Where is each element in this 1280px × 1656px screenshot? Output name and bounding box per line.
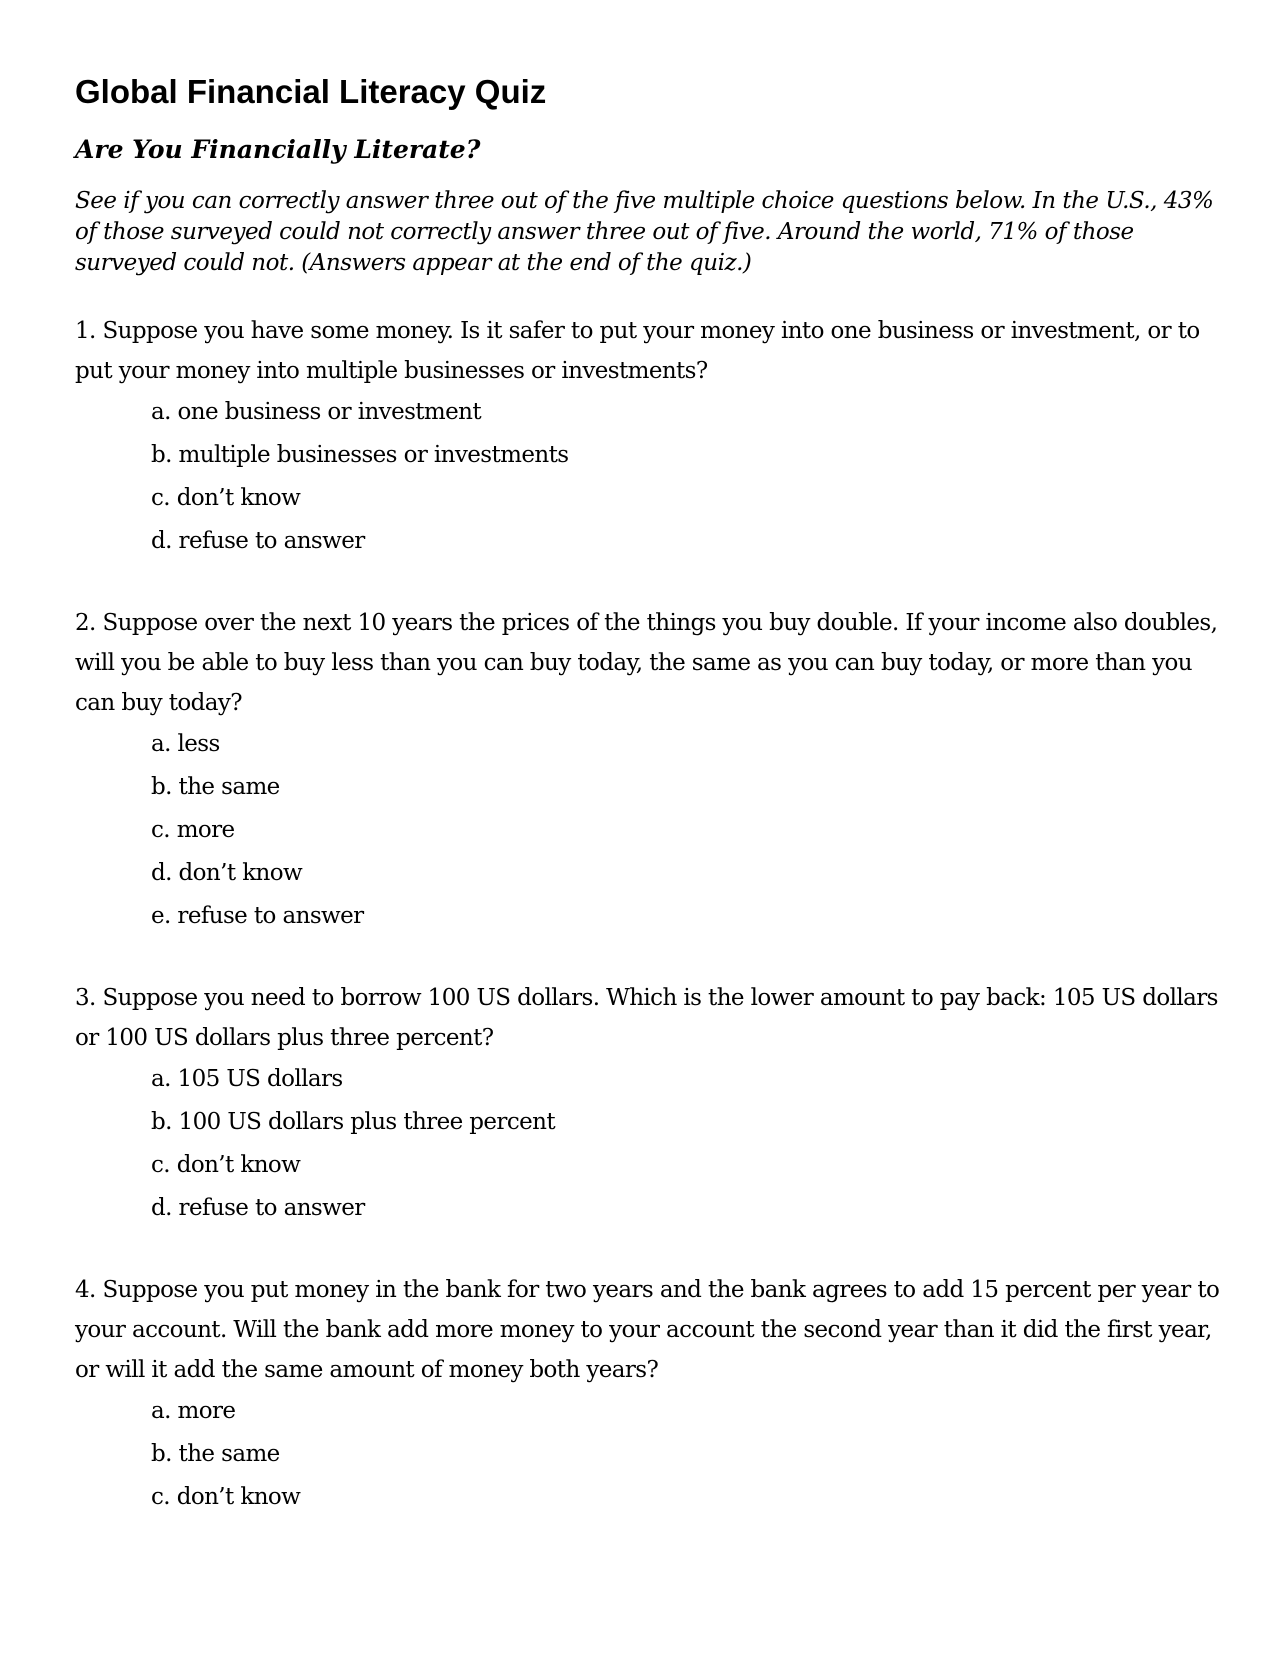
option-list: [75, 1390, 1225, 1519]
option-c: c. more: [151, 817, 235, 843]
option-a: a. one business or investment: [151, 399, 482, 425]
option-b: b. the same: [151, 774, 280, 800]
option-list: [75, 723, 1225, 938]
option-b: b. 100 US dollars plus three percent: [151, 1109, 555, 1135]
option-b: b. multiple businesses or investments: [151, 442, 569, 468]
question-3: [75, 978, 1225, 1230]
question-text: 4. Suppose you put money in the bank for two years and the bank agrees to add 15 percent per year to your account. Will the bank add more money to your account the second year than it did the first year, or will it add the same amount of money both years?: [75, 1277, 1220, 1383]
option-list: [75, 1058, 1225, 1230]
question-4: [75, 1270, 1225, 1519]
option-d: d. don’t know: [151, 860, 303, 886]
document-page: [75, 72, 1225, 1559]
document-title: Global Financial Literacy Quiz: [75, 73, 547, 110]
option-d: d. refuse to answer: [151, 1195, 365, 1221]
option-a: a. less: [151, 731, 220, 757]
option-c: c. don’t know: [151, 485, 301, 511]
option-c: c. don’t know: [151, 1152, 301, 1178]
option-c: c. don’t know: [151, 1484, 301, 1510]
document-subtitle: Are You Financially Literate?: [75, 135, 481, 164]
option-list: [75, 391, 1225, 563]
option-a: a. 105 US dollars: [151, 1066, 343, 1092]
option-d: d. refuse to answer: [151, 528, 365, 554]
intro-paragraph: See if you can correctly answer three out of the five multiple choice questions below. In the U.S., 43% of those surveyed could not correctly answer three out of five. Around the world, 71% of those surveyed could not. (Answers appear at the end of the quiz.): [75, 188, 1214, 276]
question-2: [75, 603, 1225, 938]
option-e: e. refuse to answer: [151, 903, 364, 929]
question-text: 2. Suppose over the next 10 years the prices of the things you buy double. If your income also doubles, will you be able to buy less than you can buy today, the same as you can buy today, or more than you can buy today?: [75, 610, 1218, 716]
question-1: [75, 311, 1225, 563]
question-text: 1. Suppose you have some money. Is it safer to put your money into one business or investment, or to put your money into multiple businesses or investments?: [75, 318, 1200, 384]
question-text: 3. Suppose you need to borrow 100 US dollars. Which is the lower amount to pay back: 105 US dollars or 100 US dollars plus three percent?: [75, 985, 1218, 1051]
option-a: a. more: [151, 1398, 236, 1424]
option-b: b. the same: [151, 1441, 280, 1467]
